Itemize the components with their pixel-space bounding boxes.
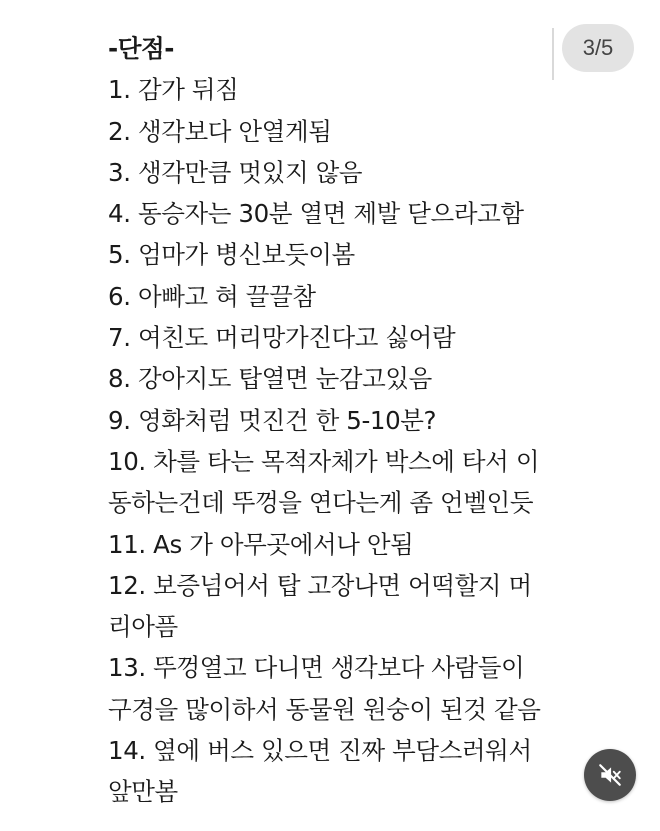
content-line: 4. 동승자는 30분 열면 제발 닫으라고함 <box>108 199 524 229</box>
page-counter-badge: 3/5 <box>562 24 634 72</box>
content-line: 13. 뚜껑열고 다니면 생각보다 사람들이 <box>108 653 525 683</box>
content-line: 리아픔 <box>108 612 178 642</box>
content-line: 11. As 가 아무곳에서나 안됨 <box>108 529 414 559</box>
content-line: 8. 강아지도 탑열면 눈감고있음 <box>108 364 432 394</box>
content-title: -단점- <box>108 34 175 63</box>
content-line: 3. 생각만큼 멋있지 않음 <box>108 157 363 187</box>
content-line: 6. 아빠고 혀 끌끌참 <box>108 281 316 311</box>
content-line: 1. 감가 뒤짐 <box>108 75 239 105</box>
content-line: 동하는건데 뚜껑을 연다는게 좀 언벨인듯 <box>108 488 534 518</box>
content-line: 14. 옆에 버스 있으면 진짜 부담스러워서 <box>108 736 532 766</box>
speaker-muted-icon <box>597 762 623 788</box>
divider <box>552 28 554 80</box>
content-line: 구경을 많이하서 동물원 원숭이 된것 같음 <box>108 694 541 724</box>
content-line: 9. 영화처럼 멋진건 한 5-10분? <box>108 405 437 435</box>
text-content <box>108 28 578 813</box>
content-line: 5. 엄마가 병신보듯이봄 <box>108 240 355 270</box>
content-line: 앞만봄 <box>108 777 178 807</box>
content-line: 10. 차를 타는 목적자체가 박스에 타서 이 <box>108 446 540 476</box>
content-line: 2. 생각보다 안열게됨 <box>108 116 332 146</box>
content-line: 7. 여친도 머리망가진다고 싫어람 <box>108 323 456 353</box>
mute-button[interactable] <box>584 749 636 801</box>
content-line: 12. 보증넘어서 탑 고장나면 어떡할지 머 <box>108 570 532 600</box>
